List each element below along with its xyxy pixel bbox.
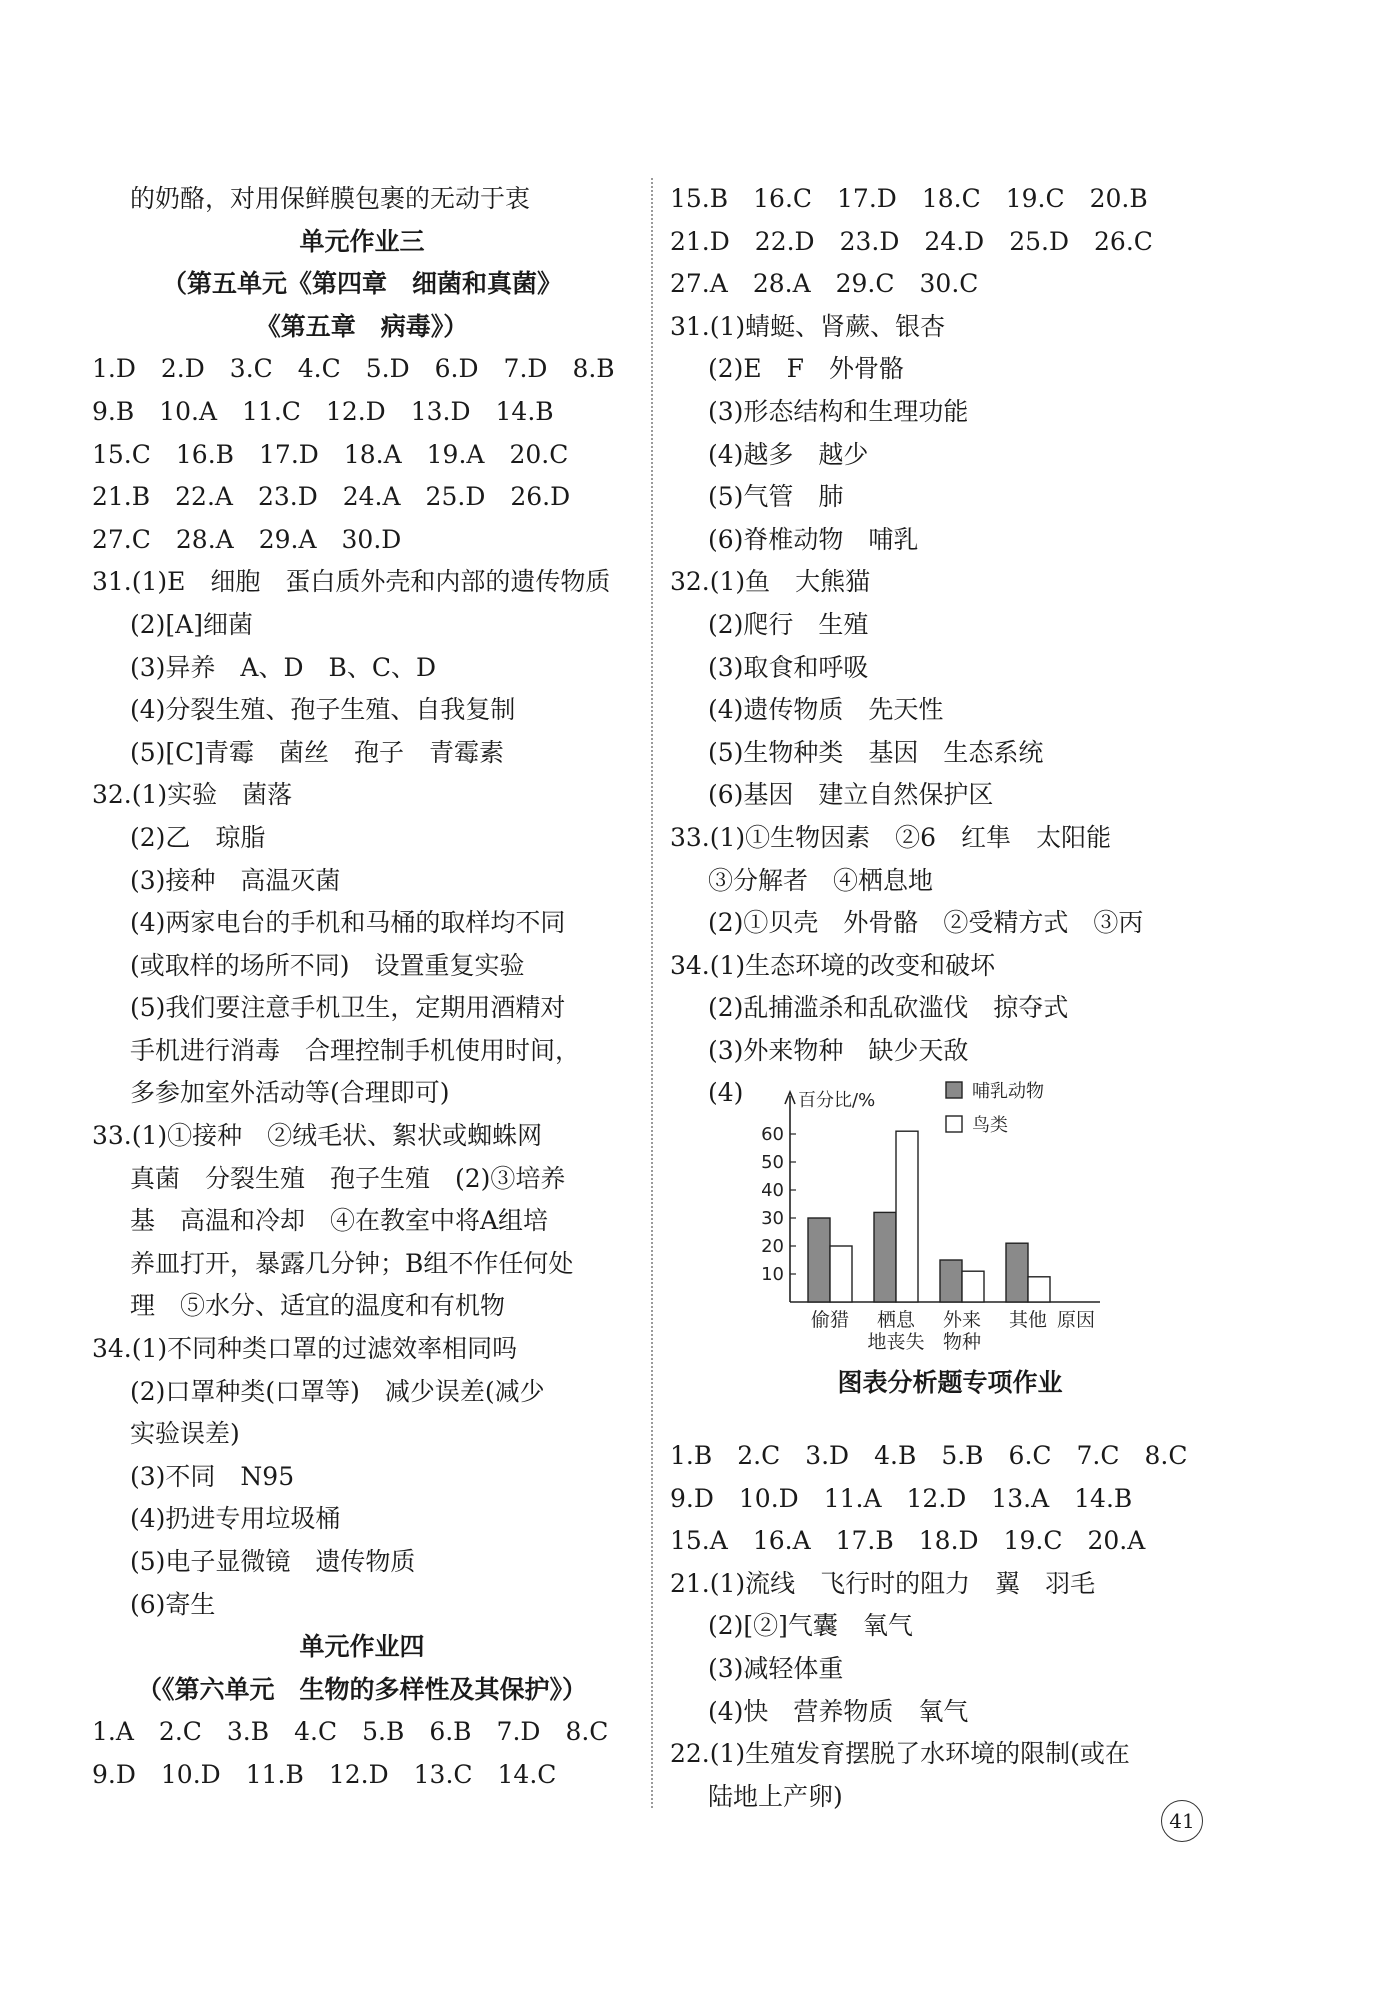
right-column bbox=[670, 178, 1230, 1818]
answer-subline: (5)气管 肺 bbox=[708, 482, 844, 512]
bar-chart bbox=[670, 1072, 1230, 1362]
answer-line: 15.B 16.C 17.D 18.C 19.C 20.B bbox=[670, 184, 1148, 213]
bar-mammal bbox=[940, 1260, 962, 1302]
answer-subline: 理 ⑤水分、适宜的温度和有机物 bbox=[130, 1291, 506, 1321]
right-bottom-answers bbox=[670, 1362, 1230, 1818]
answer-subline: (3)接种 高温灭菌 bbox=[130, 865, 341, 895]
section-heading: （第五单元《第四章 细菌和真菌》 bbox=[161, 269, 562, 299]
answer-subline: (5)生物种类 基因 生态系统 bbox=[708, 737, 1044, 767]
answer-line: 34.(1)不同种类口罩的过滤效率相同吗 bbox=[92, 1334, 518, 1364]
answer-subline: (3)外来物种 缺少天敌 bbox=[708, 1035, 969, 1065]
answer-line: 21.B 22.A 23.D 24.A 25.D 26.D bbox=[92, 482, 571, 512]
answer-subline: (2)口罩种类(口罩等) 减少误差(减少 bbox=[130, 1376, 545, 1406]
answer-line: 33.(1)①生物因素 ②6 红隼 太阳能 bbox=[670, 822, 1112, 852]
answer-subline: 养皿打开，暴露几分钟；B组不作任何处 bbox=[130, 1248, 574, 1278]
answer-subline: (2)[②]气囊 氧气 bbox=[708, 1611, 913, 1641]
legend-label: 哺乳动物 bbox=[972, 1081, 1044, 1103]
answer-subline: (4)遗传物质 先天性 bbox=[708, 695, 944, 725]
x-tick-label: 其他 bbox=[1008, 1309, 1048, 1332]
answer-subline: (5)[C]青霉 菌丝 孢子 青霉素 bbox=[130, 737, 505, 767]
answer-subline: (或取样的场所不同) 设置重复实验 bbox=[130, 950, 525, 980]
answer-line: 22.(1)生殖发育摆脱了水环境的限制(或在 bbox=[670, 1739, 1130, 1769]
answer-line: 9.D 10.D 11.A 12.D 13.A 14.B bbox=[670, 1483, 1133, 1513]
answer-subline: (6)寄生 bbox=[130, 1589, 216, 1619]
x-tick-label: 栖息 bbox=[876, 1309, 916, 1332]
x-tick-label: 物种 bbox=[942, 1331, 982, 1354]
x-axis-label: 原因 bbox=[1056, 1309, 1096, 1332]
left-column bbox=[92, 178, 632, 1797]
bar-bird bbox=[896, 1132, 918, 1303]
answer-line: 9.B 10.A 11.C 12.D 13.D 14.B bbox=[92, 396, 554, 426]
answer-line: 27.C 28.A 29.A 30.D bbox=[92, 524, 402, 554]
answer-subline: (5)电子显微镜 遗传物质 bbox=[130, 1547, 416, 1576]
y-axis-label: 百分比/% bbox=[798, 1090, 876, 1112]
answer-line: 31.(1)蜻蜓、肾蕨、银杏 bbox=[670, 311, 946, 341]
legend-swatch bbox=[946, 1082, 962, 1098]
answer-subline: (4)越多 越少 bbox=[708, 439, 869, 469]
answer-line: 15.C 16.B 17.D 18.A 19.A 20.C bbox=[92, 439, 569, 469]
answer-subline: 实验误差) bbox=[130, 1419, 240, 1449]
answer-subline: (4)扔进专用垃圾桶 bbox=[130, 1504, 341, 1534]
answer-line: 1.A 2.C 3.B 4.C 5.B 6.B 7.D 8.C bbox=[92, 1717, 609, 1747]
y-tick-label: 30 bbox=[761, 1208, 784, 1230]
bar-bird bbox=[830, 1246, 852, 1302]
answer-subline: (6)脊椎动物 哺乳 bbox=[708, 524, 919, 554]
answer-subline: (4)分裂生殖、孢子生殖、自我复制 bbox=[130, 695, 516, 725]
answer-subline: (3)形态结构和生理功能 bbox=[708, 396, 969, 426]
section-heading: 单元作业三 bbox=[299, 226, 425, 256]
answer-subline: (2)①贝壳 外骨骼 ②受精方式 ③丙 bbox=[708, 908, 1144, 938]
answer-subline: (3)异养 A、D B、C、D bbox=[130, 652, 437, 682]
bar-bird bbox=[962, 1272, 984, 1303]
answer-line: 1.B 2.C 3.D 4.B 5.B 6.C 7.C 8.C bbox=[670, 1441, 1188, 1471]
answer-subline: (2)爬行 生殖 bbox=[708, 609, 869, 639]
answer-subline: (3)不同 N95 bbox=[130, 1461, 295, 1491]
answer-line: 33.(1)①接种 ②绒毛状、絮状或蜘蛛网 bbox=[92, 1121, 543, 1151]
answer-line: 21.D 22.D 23.D 24.D 25.D 26.C bbox=[670, 226, 1153, 256]
bar-mammal bbox=[808, 1218, 830, 1302]
x-tick-label: 偷猎 bbox=[810, 1309, 850, 1332]
answer-line: 15.A 16.A 17.B 18.D 19.C 20.A bbox=[670, 1526, 1146, 1556]
answer-subline: (2)乱捕滥杀和乱砍滥伐 掠夺式 bbox=[708, 993, 1069, 1023]
answer-subline: 基 高温和冷却 ④在教室中将A组培 bbox=[130, 1206, 549, 1236]
legend-label: 鸟类 bbox=[972, 1115, 1008, 1137]
answer-line: 21.(1)流线 飞行时的阻力 翼 羽毛 bbox=[670, 1568, 1096, 1598]
y-tick-label: 60 bbox=[761, 1124, 784, 1146]
answer-subline: (4)快 营养物质 氧气 bbox=[708, 1696, 969, 1726]
section-heading: 《第五章 病毒》） bbox=[255, 311, 469, 341]
y-tick-label: 50 bbox=[761, 1152, 784, 1174]
answer-line: 32.(1)实验 菌落 bbox=[92, 780, 293, 810]
answer-subline: (3)减轻体重 bbox=[708, 1654, 844, 1684]
answer-subline: (6)基因 建立自然保护区 bbox=[708, 780, 994, 810]
answer-line: 32.(1)鱼 大熊猫 bbox=[670, 567, 871, 597]
section-heading: 单元作业四 bbox=[299, 1632, 425, 1662]
bar-mammal bbox=[874, 1213, 896, 1303]
answer-line: 34.(1)生态环境的改变和破坏 bbox=[670, 950, 996, 980]
answer-line: 31.(1)E 细胞 蛋白质外壳和内部的遗传物质 bbox=[92, 567, 611, 597]
answer-subline: 多参加室外活动等(合理即可) bbox=[130, 1078, 450, 1108]
spacer bbox=[670, 1405, 1230, 1435]
y-tick-label: 20 bbox=[761, 1236, 784, 1258]
chart-block bbox=[670, 1072, 1230, 1362]
legend-swatch bbox=[946, 1116, 962, 1132]
bar-bird bbox=[1028, 1277, 1050, 1302]
section-heading: （《第六单元 生物的多样性及其保护》） bbox=[136, 1674, 587, 1704]
answer-subline: (2)[A]细菌 bbox=[130, 609, 253, 639]
answer-subline: 陆地上产卵) bbox=[708, 1781, 843, 1811]
answer-line: 27.A 28.A 29.C 30.C bbox=[670, 269, 979, 299]
answer-subline: ③分解者 ④栖息地 bbox=[708, 865, 934, 895]
chart-question-label: (4) bbox=[708, 1078, 744, 1108]
section-heading: 图表分析题专项作业 bbox=[837, 1368, 1063, 1398]
answer-subline: 手机进行消毒 合理控制手机使用时间， bbox=[130, 1035, 581, 1065]
page-number: 41 bbox=[1161, 1800, 1203, 1842]
y-tick-label: 40 bbox=[761, 1180, 784, 1202]
x-tick-label: 地丧失 bbox=[867, 1331, 925, 1354]
answer-subline: (2)E F 外骨骼 bbox=[708, 354, 905, 384]
answer-subline: (5)我们要注意手机卫生，定期用酒精对 bbox=[130, 993, 566, 1023]
column-divider bbox=[651, 178, 653, 1808]
bar-mammal bbox=[1006, 1244, 1028, 1303]
answer-subline: 真菌 分裂生殖 孢子生殖 (2)③培养 bbox=[130, 1163, 566, 1193]
answer-subline: (3)取食和呼吸 bbox=[708, 652, 869, 682]
answer-subline: (2)乙 琼脂 bbox=[130, 822, 266, 852]
answer-subline: 的奶酪，对用保鲜膜包裹的无动于衷 bbox=[130, 184, 531, 213]
right-top-answers bbox=[670, 178, 1230, 1072]
answer-subline: (4)两家电台的手机和马桶的取样均不同 bbox=[130, 908, 566, 938]
answer-line: 9.D 10.D 11.B 12.D 13.C 14.C bbox=[92, 1759, 557, 1789]
x-tick-label: 外来 bbox=[942, 1309, 982, 1332]
answer-line: 1.D 2.D 3.C 4.C 5.D 6.D 7.D 8.B bbox=[92, 354, 615, 384]
y-tick-label: 10 bbox=[761, 1264, 784, 1286]
